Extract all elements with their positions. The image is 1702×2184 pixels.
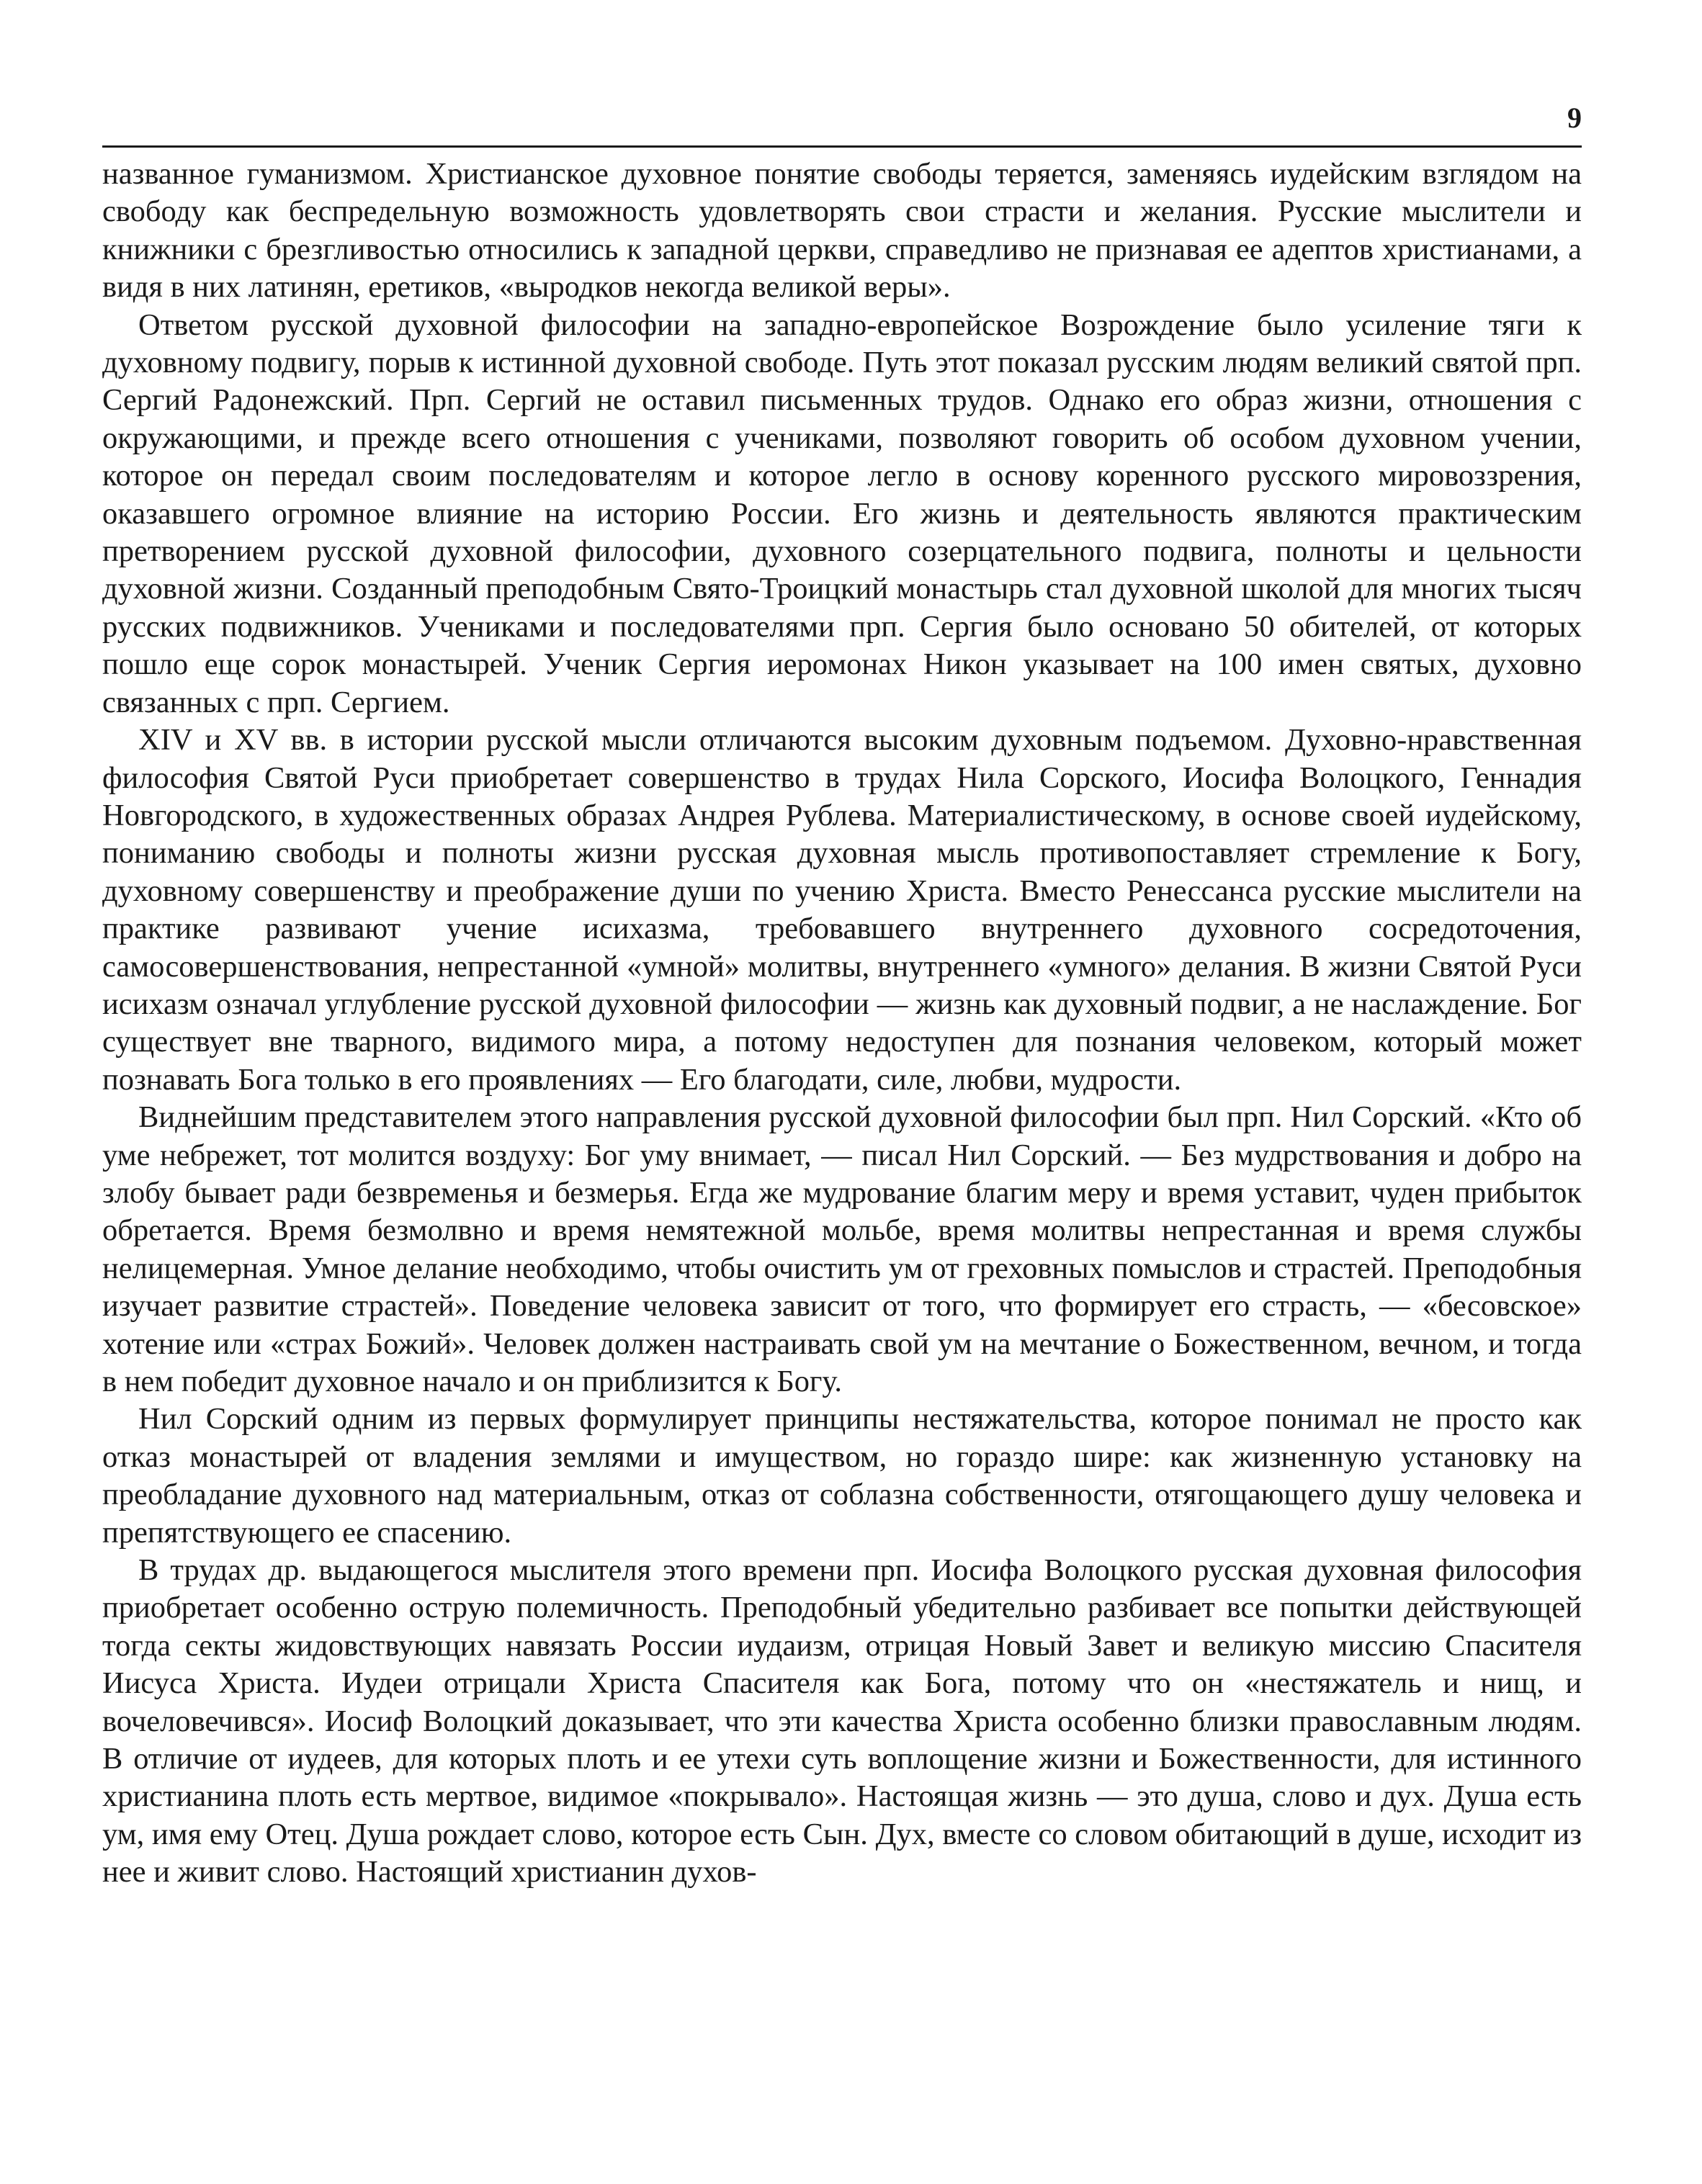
- paragraph-joseph-volotsky: В трудах др. выдающегося мыслителя этого времени прп. Иосифа Волоцкого русская духовная философия приобретает особенно острую полемичность. Преподобный убедительно разбивает все попытки действующей тогда секты жидовствующих навязать России иудаизм, отрицая Новый Завет и великую миссию Спасителя Иисуса Христа. Иудеи отрицали Христа Спасителя как Бога, потому что он «нестяжатель и нищ, и вочеловечився». Иосиф Волоцкий доказывает, что эти качества Христа особенно близки православным людям. В отличие от иудеев, для которых плоть и ее утехи суть воплощение жизни и Божественности, для истинного христианина плоть есть мертвое, видимое «покрывало». Настоящая жизнь — это душа, слово и дух. Душа есть ум, имя ему Отец. Душа рождает слово, которое есть Сын. Дух, вместе со словом обитающий в душе, исходит из нее и живит слово. Настоящий христианин духов-: [102, 1553, 1582, 1889]
- paragraph-14-15-centuries: XIV и XV вв. в истории русской мысли отличаются высоким духовным подъемом. Духовно-нравственная философия Святой Руси приобретает совершенство в трудах Нила Сорского, Иосифа Волоцкого, Геннадия Новгородского, в художественных образах Андрея Рублева. Материалистическому, в основе своей иудейскому, пониманию свободы и полноты жизни русская духовная мысль противопоставляет стремление к Богу, духовному совершенству и преображение души по учению Христа. Вместо Ренессанса русские мыслители на практике развивают учение исихазма, требовавшего внутреннего духовного сосредоточения, самосовершенствования, непрестанной «умной» молитвы, внутреннего «умного» делания. В жизни Святой Руси исихазм означал углубление русской духовной философии — жизнь как духовный подвиг, а не наслаждение. Бог существует вне тварного, видимого мира, а потому недоступен для познания человеком, который может познавать Бога только в его проявлениях — Его благодати, силе, любви, мудрости.: [102, 723, 1582, 1097]
- page-number: 9: [1567, 102, 1582, 134]
- paragraph-non-possessors: Нил Сорский одним из первых формулирует принципы нестяжательства, которое понимал не просто как отказ монастырей от владения землями и имуществом, но гораздо шире: как жизненную установку на преобладание духовного над материальным, отказ от соблазна собственности, отягощающего душу человека и препятствующего ее спасению.: [102, 1402, 1582, 1550]
- page-header: [102, 101, 1582, 148]
- page-body: [102, 156, 1582, 1892]
- paragraph-continued: названное гуманизмом. Христианское духовное понятие свободы теряется, заменяясь иудейским взглядом на свободу как беспредельную возможность удовлетворять свои страсти и желания. Русские мыслители и книжники с брезгливостью относились к западной церкви, справедливо не признавая ее адептов христианами, а видя в них латинян, еретиков, «выродков некогда великой веры».: [102, 157, 1582, 305]
- paragraph-nil-sorsky: Виднейшим представителем этого направления русской духовной философии был прп. Нил Сорский. «Кто об уме небрежет, тот молится воздуху: Бог уму внимает, — писал Нил Сорский. — Без мудрствования и добро на злобу бывает ради безвременья и безмерья. Егда же мудрование благим меру и время уставит, чуден прибыток обретается. Время безмолвно и время немятежной мольбе, время молитвы непрестанная и время службы нелицемерная. Умное делание необходимо, чтобы очистить ум от греховных помыслов и страстей. Преподобныя изучает развитие страстей». Поведение человека зависит от того, что формирует его страсть, — «бесовское» хотение или «страх Божий». Человек должен настраивать свой ум на мечтание о Божественном, вечном, и тогда в нем победит духовное начало и он приблизится к Богу.: [102, 1100, 1582, 1398]
- paragraph-sergius: Ответом русской духовной философии на западно-европейское Возрождение было усиление тяги к духовному подвигу, порыв к истинной духовной свободе. Путь этот показал русским людям великий святой прп. Сергий Радонежский. Прп. Сергий не оставил письменных трудов. Однако его образ жизни, отношения с окружающими, и прежде всего отношения с учениками, позволяют говорить об особом духовном учении, которое он передал своим последователям и которое легло в основу коренного русского мировоззрения, оказавшего огромное влияние на историю России. Его жизнь и деятельность являются практическим претворением русской духовной философии, духовного созерцательного подвига, полноты и цельности духовной жизни. Созданный преподобным Свято-Троицкий монастырь стал духовной школой для многих тысяч русских подвижников. Учениками и последователями прп. Сергия было основано 50 обителей, от которых пошло еще сорок монастырей. Ученик Сергия иеромонах Никон указывает на 100 имен святых, духовно связанных с прп. Сергием.: [102, 307, 1582, 719]
